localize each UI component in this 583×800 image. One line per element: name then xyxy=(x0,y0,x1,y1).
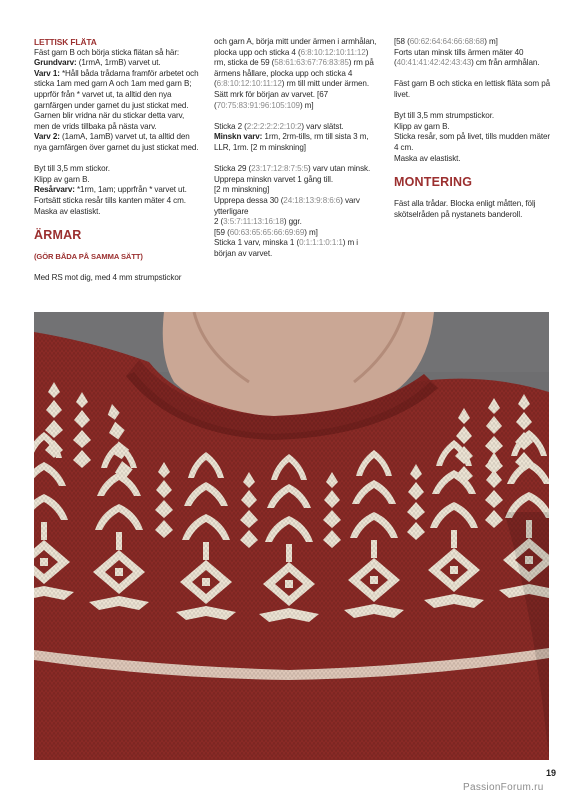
paragraph: Fäst garn B och sticka en lettisk fläta som på livet. xyxy=(394,79,550,99)
heading-armar: ÄRMAR xyxy=(34,227,82,242)
paragraph: Byt till 3,5 mm strumpstickor. Klipp av garn B. Sticka resår, som på livet, tills mudden mäter 4 cm. Maska av elastiskt. xyxy=(394,111,550,163)
text-column-3 xyxy=(394,37,554,221)
paragraph: Fäst alla trådar. Blocka enligt måtten, följ skötselråden på nystanets banderoll. xyxy=(394,199,536,219)
paragraph: och garn A, börja mitt under ärmen i armhålan, plocka upp och sticka 4 (6:8:10:12:10:11:12) rm, sticka de 59 (58:61:63:67:76:83:85) rm på ärmens hållare, plocka upp och sticka 4 (6:8:10:12:10:11:12) rm till mitt under ärmen. Sätt mrk för början av varvet. [67 (70:75:83:91:96:105:109) m] xyxy=(214,37,377,110)
paragraph: [58 (60:62:64:64:66:68:68) m] Forts utan minsk tills ärmen mäter 40 (40:41:41:42:42:43:43) cm från armhålan. xyxy=(394,37,540,68)
paragraph: Sticka 29 (23:17:12:8:7:5:5) varv utan minsk. Upprepa minskn varvet 1 gång till. [2 m minskning] Upprepa dessa 30 (24:18:13:9:8:6:6) varv ytterligare 2 (3:5:7:11:13:16:18) ggr. [59 (60:63:65:65:66:69:69) m] Sticka 1 varv, minska 1 (0:1:1:1:0:1:1) m i början av varvet. xyxy=(214,164,371,258)
paragraph: Resårvarv: *1rm, 1am; upprfrån * varvet ut. Fortsätt sticka resår tills kanten mäter 4 cm. Maska av elastiskt. xyxy=(34,185,187,216)
label-grundvarv: Grundvarv: xyxy=(34,58,77,68)
heading-lettisk-flata: LETTISK FLÄTA xyxy=(34,37,97,47)
paragraph: Grundvarv: (1rmA, 1rmB) varvet ut. xyxy=(34,58,161,68)
paragraph: Minskn varv: 1rm, 2rm-tills, rm till sista 3 m, LLR, 1rm. [2 m minskning] xyxy=(214,132,369,152)
text-column-2 xyxy=(214,37,380,259)
label-minskn-varv: Minskn varv: xyxy=(214,132,263,142)
heading-armar-sub: (GÖR BÅDA PÅ SAMMA SÄTT) xyxy=(34,252,143,262)
sweater-illustration xyxy=(34,312,549,760)
page-number: 19 xyxy=(546,768,557,778)
paragraph: Varv 1: *Håll båda trådarna framför arbetet och sticka 1am med garn A och 1am med garn B; upprför från * varvet ut, ta alltid den nya garnfärgen under garnet du just stickat med. Garnen blir vridna när du stickar detta varv, men de vrids tillbaka på nästa varv. xyxy=(34,68,199,131)
paragraph: Fäst garn B och börja sticka flätan så här: xyxy=(34,47,180,57)
heading-montering: MONTERING xyxy=(394,174,473,189)
paragraph: Sticka 2 (2:2:2:2:2:2:10:2) varv slätst. xyxy=(214,121,344,131)
text-column-1 xyxy=(34,37,200,283)
label-varv-2: Varv 2: xyxy=(34,132,60,142)
paragraph: Med RS mot dig, med 4 mm strumpstickor xyxy=(34,272,182,282)
sweater-photo xyxy=(34,312,549,760)
paragraph: Varv 2: (1amA, 1amB) varvet ut, ta alltid den nya garnfärgen över garnet du just stickat med. xyxy=(34,132,199,152)
paragraph: Klipp av garn B. xyxy=(34,174,90,184)
label-resarvarv: Resårvarv: xyxy=(34,185,75,195)
label-varv-1: Varv 1: xyxy=(34,68,60,78)
watermark: PassionForum.ru xyxy=(463,782,544,793)
paragraph: Byt till 3,5 mm stickor. xyxy=(34,164,110,174)
